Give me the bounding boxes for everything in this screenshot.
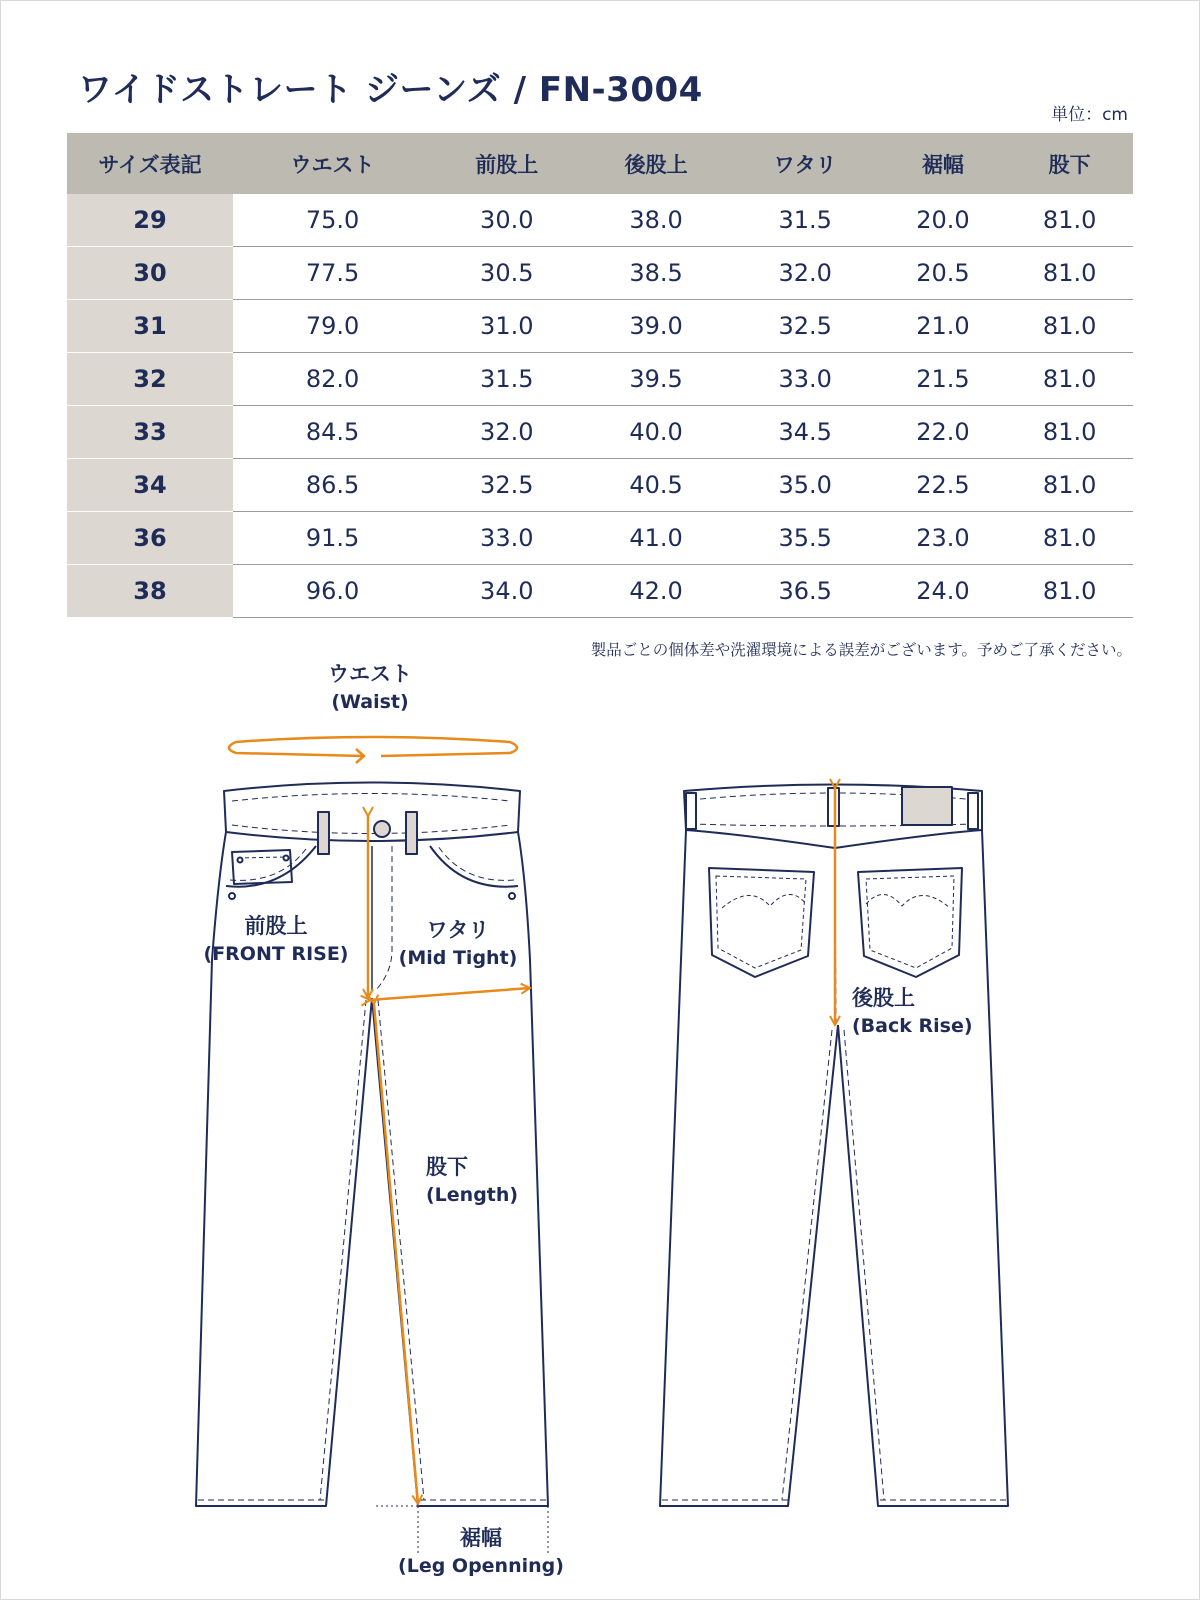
table-cell: 34.5 [731, 406, 880, 459]
header-mid-tight: ワタリ [731, 133, 880, 194]
table-cell: 96.0 [233, 565, 432, 618]
label-front-rise-ja: 前股上 [244, 914, 308, 938]
table-cell: 81.0 [1006, 512, 1133, 565]
size-cell: 29 [67, 194, 233, 247]
table-cell: 35.5 [731, 512, 880, 565]
label-back-rise-en: (Back Rise) [852, 1015, 973, 1037]
table-cell: 38.0 [581, 194, 730, 247]
label-length-en: (Length) [426, 1184, 519, 1206]
label-front-rise [196, 912, 356, 968]
table-cell: 81.0 [1006, 194, 1133, 247]
length-arrow [374, 1004, 418, 1504]
table-cell: 40.0 [581, 406, 730, 459]
table-cell: 81.0 [1006, 300, 1133, 353]
table-cell: 31.5 [432, 353, 581, 406]
table-cell: 36.5 [731, 565, 880, 618]
table-cell: 81.0 [1006, 247, 1133, 300]
table-cell: 20.5 [880, 247, 1007, 300]
table-cell: 22.5 [880, 459, 1007, 512]
table-cell: 38.5 [581, 247, 730, 300]
size-cell: 33 [67, 406, 233, 459]
header-size: サイズ表記 [67, 133, 233, 194]
size-cell: 34 [67, 459, 233, 512]
table-cell: 31.0 [432, 300, 581, 353]
table-cell: 21.0 [880, 300, 1007, 353]
label-mid-tight-ja: ワタリ [426, 918, 490, 942]
header-back-rise: 後股上 [581, 133, 730, 194]
label-waist [300, 660, 440, 716]
header-length: 股下 [1006, 133, 1133, 194]
table-cell: 32.5 [731, 300, 880, 353]
table-cell: 86.5 [233, 459, 432, 512]
table-cell: 40.5 [581, 459, 730, 512]
size-cell: 38 [67, 565, 233, 618]
table-cell: 32.5 [432, 459, 581, 512]
table-cell: 24.0 [880, 565, 1007, 618]
unit-label: 単位：cm [1051, 105, 1128, 125]
table-cell: 21.5 [880, 353, 1007, 406]
disclaimer-note: 製品ごとの個体差や洗濯環境による誤差がございます。予めご了承ください。 [590, 641, 1132, 659]
table-cell: 82.0 [233, 353, 432, 406]
table-cell: 33.0 [731, 353, 880, 406]
table-cell: 77.5 [233, 247, 432, 300]
label-waist-ja: ウエスト [328, 662, 412, 686]
label-back-rise [852, 984, 984, 1040]
table-cell: 91.5 [233, 512, 432, 565]
table-cell: 84.5 [233, 406, 432, 459]
waist-arrow [229, 737, 517, 756]
header-waist: ウエスト [233, 133, 432, 194]
label-mid-tight-en: (Mid Tight) [398, 947, 518, 969]
label-leg-opening-ja: 裾幅 [460, 1526, 502, 1550]
table-cell: 32.0 [731, 247, 880, 300]
table-cell: 35.0 [731, 459, 880, 512]
table-cell: 34.0 [432, 565, 581, 618]
table-cell: 75.0 [233, 194, 432, 247]
label-leg-opening [398, 1524, 564, 1580]
table-cell: 42.0 [581, 565, 730, 618]
table-cell: 39.0 [581, 300, 730, 353]
label-front-rise-en: (FRONT RISE) [203, 943, 349, 965]
front-jeans-illustration [196, 783, 548, 1507]
table-cell: 30.5 [432, 247, 581, 300]
table-cell: 81.0 [1006, 565, 1133, 618]
size-cell: 36 [67, 512, 233, 565]
label-length [426, 1153, 522, 1209]
label-waist-en: (Waist) [331, 691, 409, 713]
table-cell: 79.0 [233, 300, 432, 353]
size-cell: 30 [67, 247, 233, 300]
label-back-rise-ja: 後股上 [852, 986, 915, 1010]
table-cell: 31.5 [731, 194, 880, 247]
table-cell: 30.0 [432, 194, 581, 247]
table-cell: 20.0 [880, 194, 1007, 247]
label-mid-tight [396, 916, 520, 972]
table-cell: 81.0 [1006, 459, 1133, 512]
size-cell: 31 [67, 300, 233, 353]
header-leg-opening: 裾幅 [880, 133, 1007, 194]
table-cell: 23.0 [880, 512, 1007, 565]
table-cell: 22.0 [880, 406, 1007, 459]
table-cell: 41.0 [581, 512, 730, 565]
header-front-rise: 前股上 [432, 133, 581, 194]
page-title: ワイドストレート ジーンズ / FN-3004 [78, 70, 703, 110]
table-cell: 32.0 [432, 406, 581, 459]
table-cell: 39.5 [581, 353, 730, 406]
table-cell: 81.0 [1006, 406, 1133, 459]
size-cell: 32 [67, 353, 233, 406]
label-leg-opening-en: (Leg Openning) [398, 1555, 564, 1577]
table-cell: 33.0 [432, 512, 581, 565]
table-cell: 81.0 [1006, 353, 1133, 406]
mid-thigh-arrow [370, 988, 530, 1000]
label-length-ja: 股下 [426, 1155, 468, 1179]
